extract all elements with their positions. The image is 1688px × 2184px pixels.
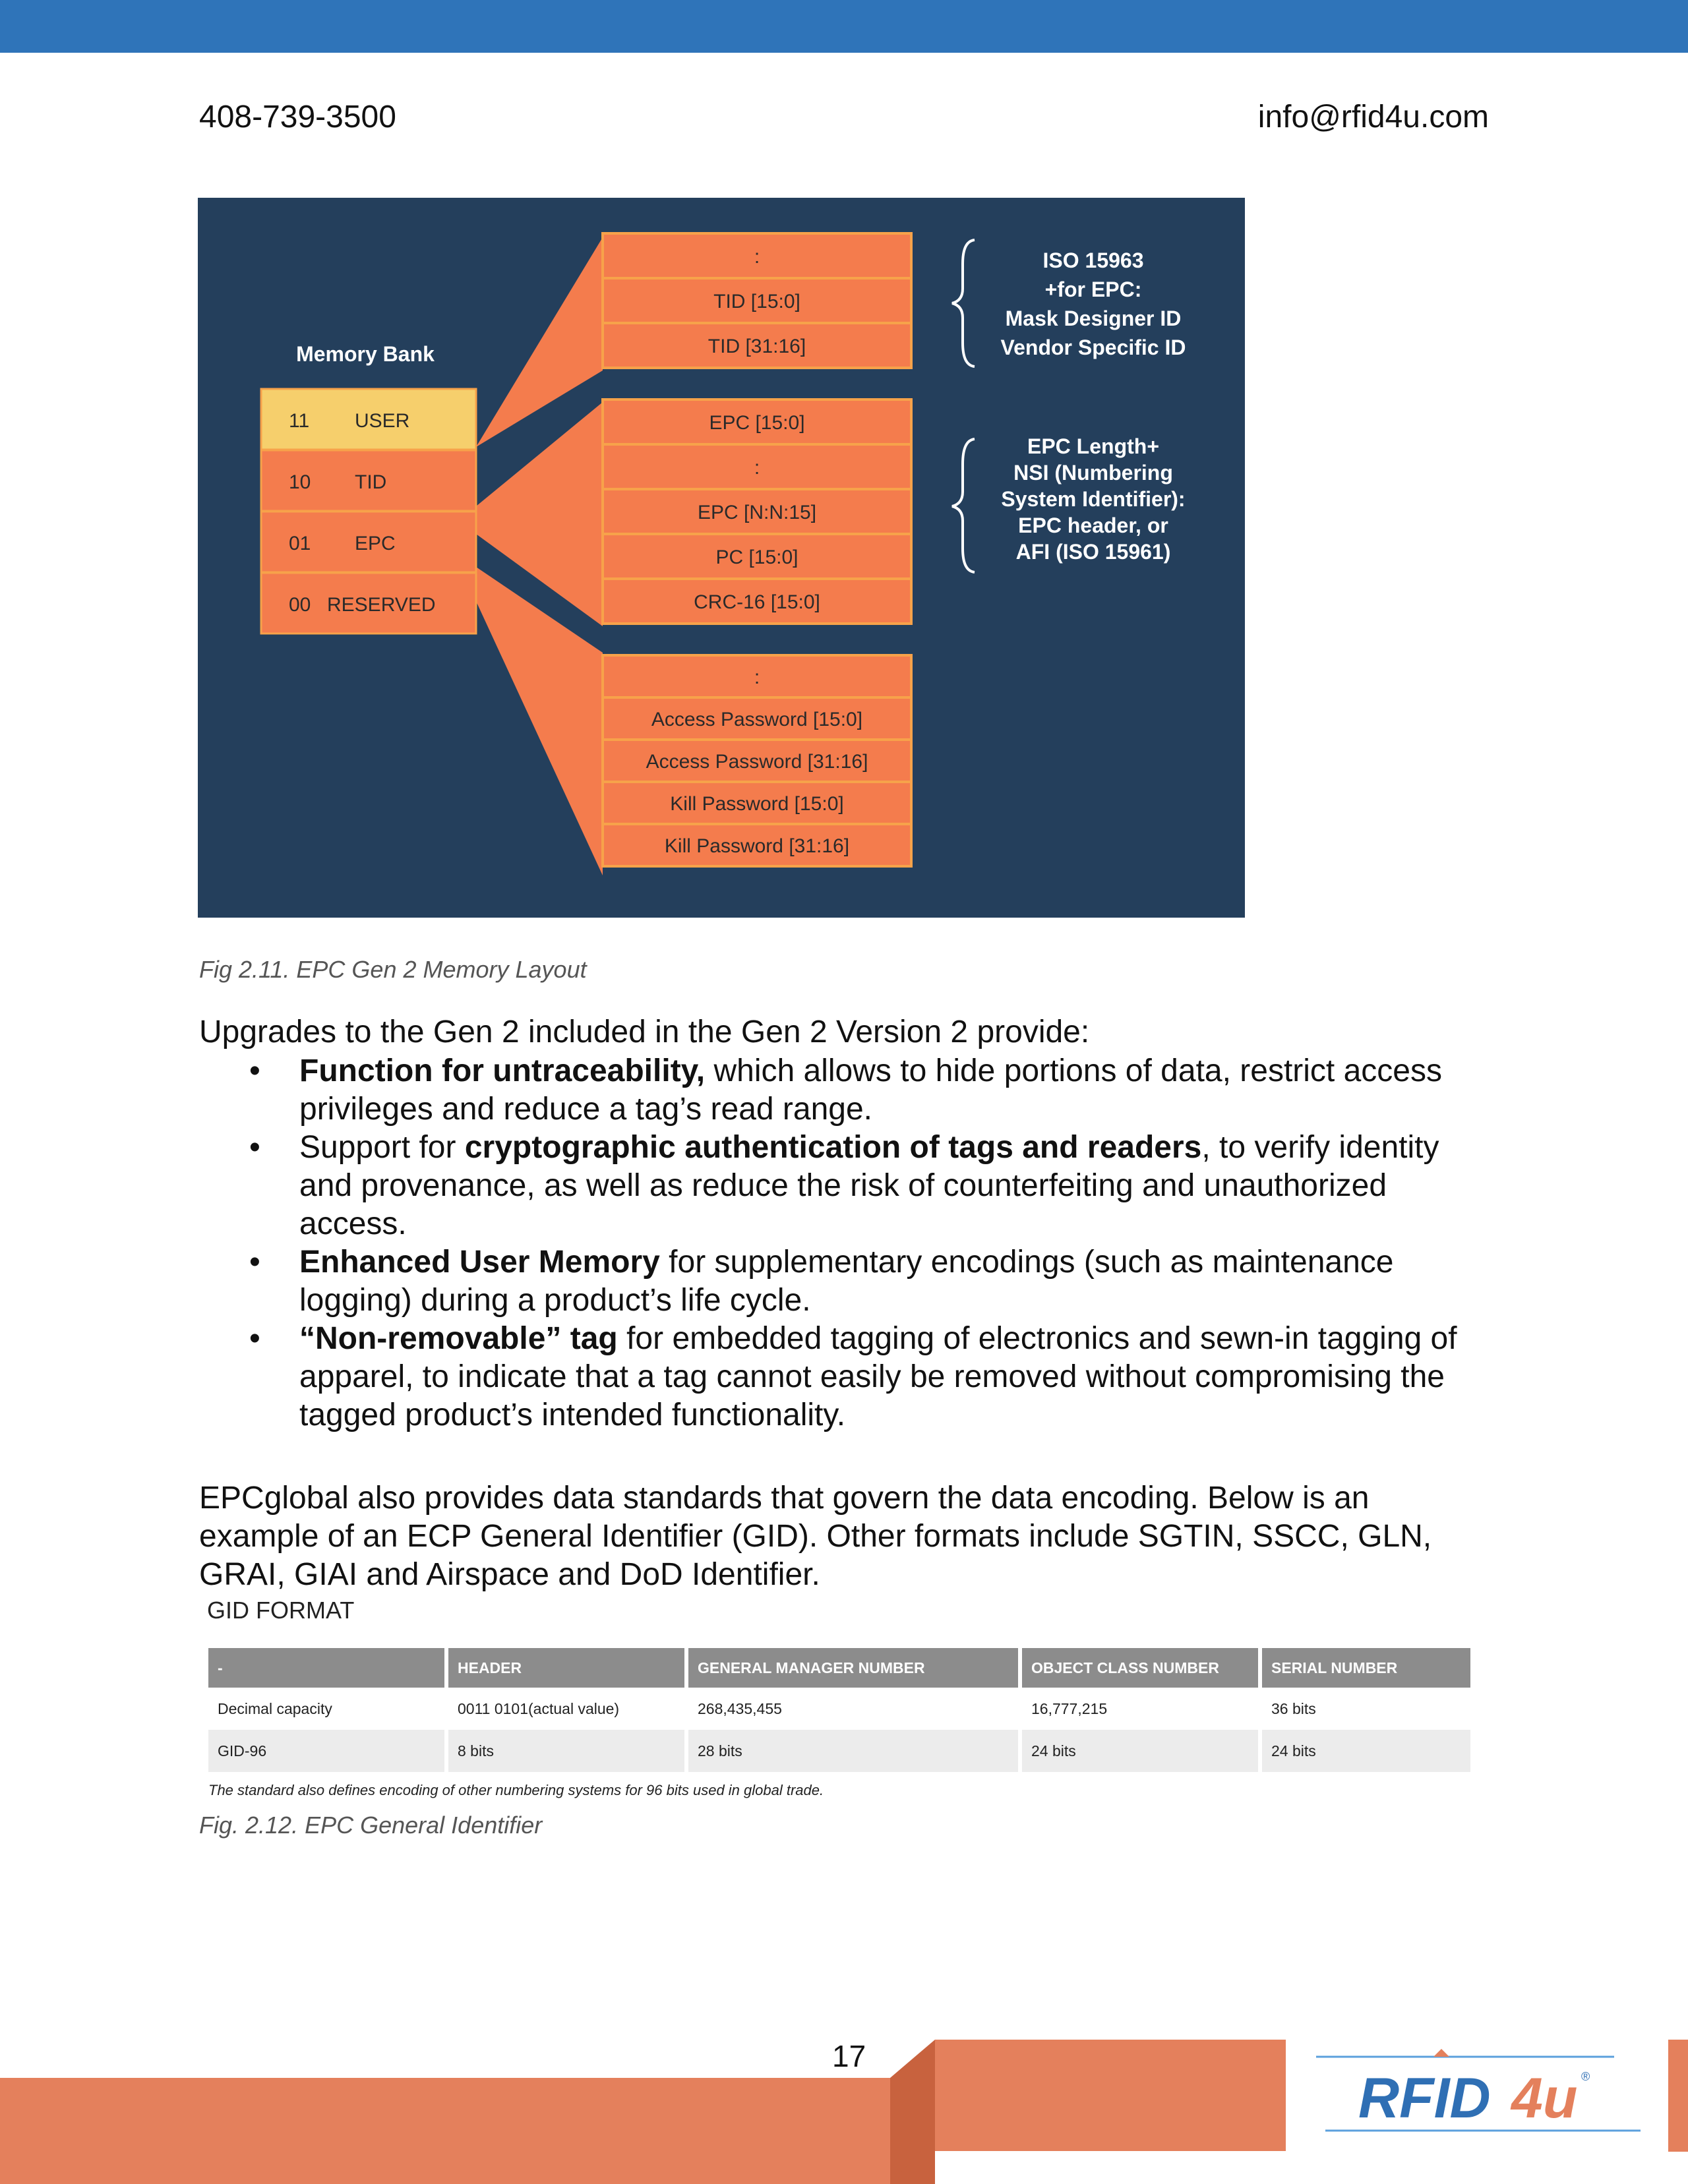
memory-word: : (754, 246, 760, 268)
table-cell: 36 bits (1260, 1688, 1472, 1730)
memory-word: Kill Password [15:0] (670, 793, 844, 815)
table-row (208, 1730, 1472, 1772)
bullet-text: Support for (299, 1130, 465, 1165)
memory-word: CRC-16 [15:0] (694, 591, 820, 613)
column-header: HEADER (446, 1648, 686, 1688)
column-header: GENERAL MANAGER NUMBER (686, 1648, 1020, 1688)
table-cell: 8 bits (446, 1730, 686, 1772)
figure-caption-2-12: Fig. 2.12. EPC General Identifier (199, 1812, 543, 1839)
list-item (249, 1243, 1492, 1320)
logo-4u-text: 4u (1511, 2067, 1578, 2130)
memory-bank-list (261, 389, 476, 634)
memory-word: TID [15:0] (713, 291, 800, 312)
memory-word: EPC [15:0] (709, 412, 805, 434)
epc-block (603, 399, 911, 624)
note-line: NSI (Numbering (1013, 461, 1173, 485)
memory-word: Access Password [31:16] (646, 751, 868, 773)
bank-code: 00 (289, 594, 311, 616)
column-header: SERIAL NUMBER (1260, 1648, 1472, 1688)
bullet-text: which allows to hide portions of data, restrict access privileges and reduce a tag’s read range. (299, 1053, 1442, 1127)
list-item (249, 1129, 1492, 1243)
memory-word: : (754, 457, 760, 479)
page-number: 17 (832, 2039, 866, 2073)
table-cell: 24 bits (1260, 1730, 1472, 1772)
bank-name: USER (355, 410, 410, 432)
memory-word: EPC [N:N:15] (697, 502, 817, 523)
bullet-icon: • (249, 1321, 260, 1356)
memory-bank-title: Memory Bank (296, 342, 435, 366)
epc-note (1001, 434, 1185, 564)
intro-paragraph: Upgrades to the Gen 2 included in the Gen 2 Version 2 provide: (199, 1015, 1090, 1049)
bullet-bold: “Non-removable” tag (299, 1321, 618, 1356)
header-email: info@rfid4u.com (1257, 100, 1489, 134)
column-header: - (208, 1648, 446, 1688)
footer-band-center (935, 2040, 1286, 2151)
figure-caption-2-11: Fig 2.11. EPC Gen 2 Memory Layout (199, 956, 587, 983)
reserved-block (603, 655, 911, 866)
top-color-bar (0, 0, 1688, 53)
bank-code: 11 (289, 410, 310, 432)
note-line: EPC Length+ (1027, 434, 1160, 458)
bank-code: 10 (289, 471, 311, 493)
upgrades-list (199, 1052, 1492, 1434)
memory-word: : (754, 666, 760, 688)
memory-layout-figure (198, 198, 1245, 918)
memory-word: PC [15:0] (715, 546, 799, 568)
note-line: Vendor Specific ID (1000, 336, 1186, 359)
gid-table (208, 1648, 1474, 1772)
table-cell: Decimal capacity (208, 1688, 446, 1730)
column-header: OBJECT CLASS NUMBER (1020, 1648, 1260, 1688)
rfid4u-logo (1316, 2049, 1641, 2131)
table-cell: 0011 0101(actual value) (446, 1688, 686, 1730)
note-line: +for EPC: (1044, 278, 1142, 301)
table-cell: 268,435,455 (686, 1688, 1020, 1730)
footer-band-right (1668, 2040, 1688, 2152)
bank-code: 01 (289, 533, 311, 554)
memory-word: Access Password [15:0] (651, 709, 863, 730)
memory-word: Kill Password [31:16] (664, 835, 850, 857)
bullet-icon: • (249, 1053, 260, 1088)
gid-format-title: GID FORMAT (207, 1597, 355, 1624)
table-cell: 16,777,215 (1020, 1688, 1260, 1730)
bullet-icon: • (249, 1245, 260, 1280)
tid-block (603, 233, 911, 368)
bullet-text: for supplementary encodings (such as maintenance logging) during a product’s life cycle. (299, 1245, 1394, 1318)
bullet-bold: cryptographic authentication of tags and readers (464, 1130, 1202, 1165)
bullet-icon: • (249, 1130, 260, 1165)
epcglobal-paragraph: EPCglobal also provides data standards that govern the data encoding. Below is an example of an ECP General Identifier (GID). Other formats include SGTIN, SSCC, GLN, GRAI, GIAI and Airspace and DoD Identifier. (199, 1481, 1432, 1592)
table-cell: 28 bits (686, 1730, 1020, 1772)
bullet-bold: Enhanced User Memory (299, 1245, 660, 1280)
bank-name: TID (355, 471, 387, 493)
list-item (249, 1320, 1492, 1434)
footer-band-left (0, 2078, 890, 2184)
logo-registered-mark: ® (1581, 2070, 1590, 2083)
bullet-text: , to verify identity and provenance, as well as reduce the risk of counterfeiting and unauthorized access. (299, 1130, 1439, 1241)
header-phone: 408-739-3500 (199, 100, 396, 134)
table-header-row (208, 1648, 1472, 1688)
bank-name: EPC (355, 533, 396, 554)
note-line: Mask Designer ID (1005, 307, 1182, 330)
bullet-bold: Function for untraceability, (299, 1053, 706, 1088)
note-line: ISO 15963 (1042, 249, 1144, 272)
bank-name: RESERVED (327, 594, 436, 616)
logo-rfid-text: RFID (1358, 2067, 1491, 2130)
note-line: EPC header, or (1018, 514, 1168, 537)
note-line: System Identifier): (1001, 487, 1186, 511)
list-item (249, 1052, 1492, 1129)
memory-word: TID [31:16] (708, 336, 806, 357)
note-line: AFI (ISO 15961) (1015, 540, 1171, 564)
gid-table-note: The standard also defines encoding of other numbering systems for 96 bits used in global trade. (208, 1782, 824, 1798)
bullet-text: for embedded tagging of electronics and sewn-in tagging of apparel, to indicate that a tag cannot easily be removed without compromising the tagged product’s intended functionality. (299, 1321, 1457, 1432)
table-cell: GID-96 (208, 1730, 446, 1772)
table-cell: 24 bits (1020, 1730, 1260, 1772)
table-row (208, 1688, 1472, 1730)
